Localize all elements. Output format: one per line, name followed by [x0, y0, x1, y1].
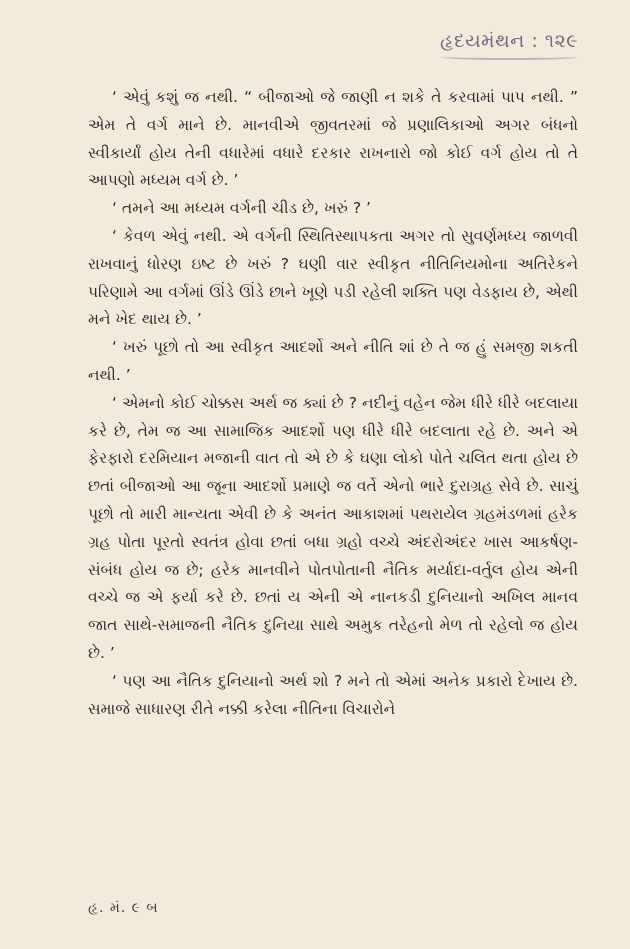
paragraph: ‘ ખરું પૂછો તો આ સ્વીકૃત આદર્શો અને નીતિ શાં છે તે જ હું સમજી શકતી નથી. ’	[88, 338, 578, 384]
paragraph: ‘ એવું કશું જ નથી. “ બીજાઓ જે જાણી ન શકે તે કરવામાં પાપ નથી. ” એમ તે વર્ગ માને છે. માનવીએ જીવતરમાં જે પ્રણાલિકાઓ અગર બંધનો સ્વીકાર્યાં હોય તેની વધારેમાં વધારે દરકાર રાખનારો જો કોઈ વર્ગ હોય તો તે આપણો મધ્યમ વર્ગ છે. ’	[88, 88, 578, 190]
body-text	[88, 84, 578, 723]
running-head-text: હૃદયમંથન : ૧૨૯	[439, 30, 578, 52]
running-head	[440, 30, 578, 60]
running-head-underline	[440, 54, 578, 60]
paragraph: ‘ પણ આ નૈતિક દુનિયાનો અર્થ શો ? મને તો એમાં અનેક પ્રકારો દેખાય છે. સમાજે સાધારણ રીતે નક્કી કરેલા નીતિના વિચારોને	[88, 671, 578, 718]
paragraph: ‘ એમનો કોઈ ચોક્કસ અર્થ જ ક્યાં છે ? નદીનું વહેન જેમ ધીરે ધીરે બદલાયા કરે છે, તેમ જ આ સામાજિક આદર્શો પણ ધીરે ધીરે બદલાતા રહે છે. અને એ ફેરફારો દરમિયાન મજાની વાત તો એ છે કે ઘણા લોકો પોતે ચલિત થતા હોય છે છતાં બીજાઓ આ જૂના આદર્શો પ્રમાણે જ વર્તે એનો ભારે દુરાગ્રહ સેવે છે. સાચું પૂછો તો મારી માન્યતા એવી છે કે અનંત આકાશમાં પથરાયેલ ગ્રહમંડળમાં હરેક ગ્રહ પોતા પૂરતો સ્વતંત્ર હોવા છતાં બધા ગ્રહો વચ્ચે અંદરોઅંદર ખાસ આકર્ષણ-સંબંધ હોય જ છે; હરેક માનવીને પોતપોતાની નૈતિક મર્યાદા-વર્તુલ હોય એની વચ્ચે જ એ ફર્યા કરે છે. છતાં ય એની એ નાનકડી દુનિયાનો અખિલ માનવ જાત સાથે-સમાજની નૈતિક દુનિયા સાથે અમુક તરેહનો મેળ તો રહેલો જ હોય છે. ’	[88, 393, 578, 662]
signature-mark: હૃ. મં. ૯ બ	[88, 900, 159, 916]
paragraph: ‘ તમને આ મધ્યમ વર્ગની ચીડ છે, ખરું ? ’	[112, 199, 371, 218]
paragraph: ‘ કેવળ એવું નથી. એ વર્ગની સ્થિતિસ્થાપકતા અગર તો સુવર્ણમધ્ય જાળવી રાખવાનું ધોરણ ઇષ્ટ છે ખરું ? ઘણી વાર સ્વીકૃત નીતિનિયમોના અતિરેકને પરિણામે આ વર્ગમાં ઊંડે ઊંડે છાને ખૂણે પડી રહેલી શક્તિ પણ વેડફાય છે, એથી મને ખેદ થાય છે. ’	[88, 226, 578, 329]
